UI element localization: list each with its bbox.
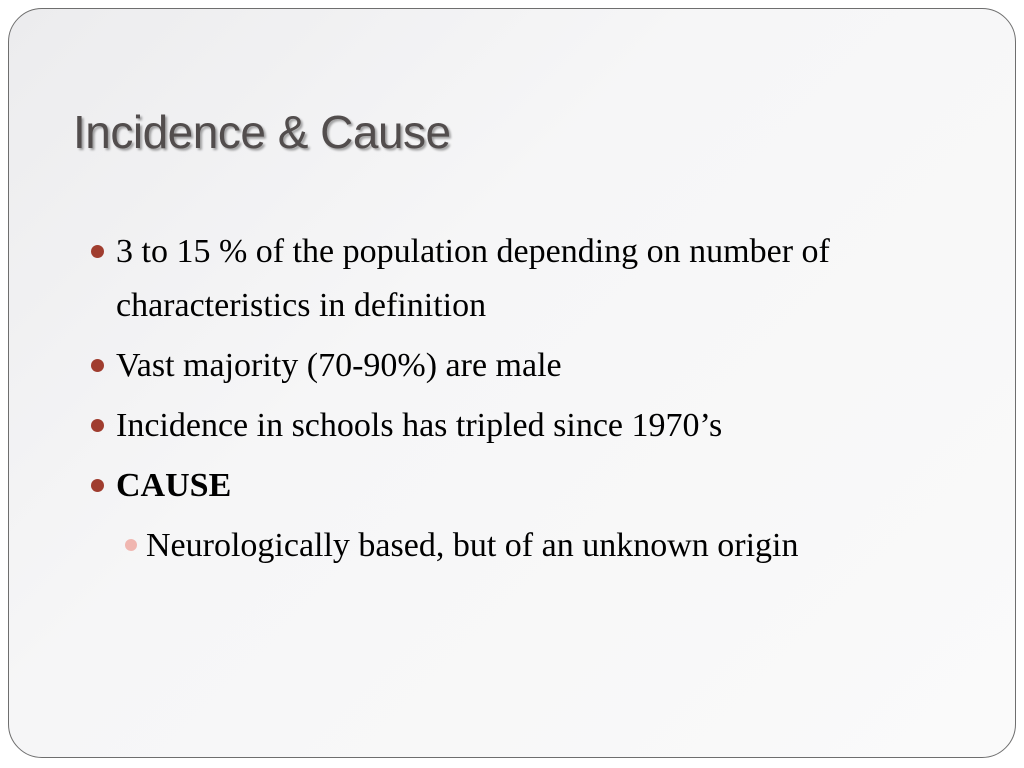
- bullet-text: Incidence in schools has tripled since 1970’s: [116, 407, 723, 444]
- bullet-item: [89, 225, 999, 333]
- bullet-dot-icon: [91, 359, 104, 372]
- bullet-dot-icon: [91, 419, 104, 432]
- bullet-list: [89, 225, 999, 573]
- sub-bullet-text: Neurologically based, but of an unknown origin: [146, 527, 799, 564]
- bullet-item: [89, 339, 999, 393]
- bullet-text: Vast majority (70-90%) are male: [116, 347, 562, 384]
- bullet-item-cause: [89, 459, 999, 513]
- bullet-text: CAUSE: [116, 467, 232, 504]
- slide-title: Incidence & Cause: [73, 106, 451, 158]
- slide: [8, 8, 1016, 758]
- bullet-dot-icon: [91, 479, 104, 492]
- sub-bullet-dot-icon: [125, 539, 137, 551]
- bullet-dot-icon: [91, 245, 104, 258]
- bullet-text: 3 to 15 % of the population depending on number of characteristics in definition: [116, 233, 830, 324]
- sub-bullet-item: [89, 519, 999, 573]
- bullet-item: [89, 399, 999, 453]
